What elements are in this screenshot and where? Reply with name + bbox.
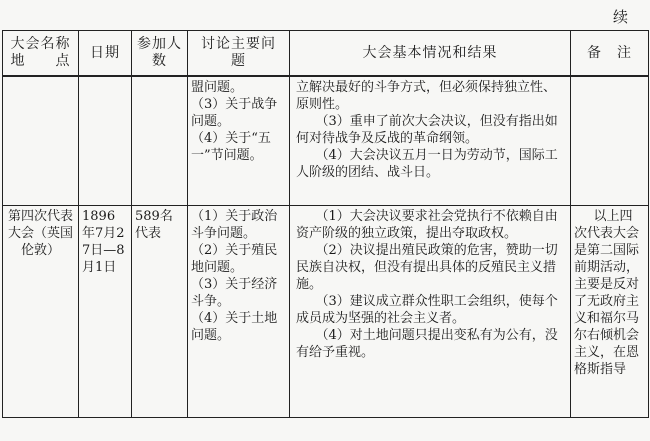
topic-item: 盟问题。 [191,80,244,95]
cell-notes [571,76,649,206]
congress-table [2,30,649,418]
topic-item: （3）关于经济斗争。 [191,277,278,309]
result-item: （4）大会决议五月一日为劳动节，国际工人阶级的团结、战斗日。 [296,148,558,180]
topic-item: （4）关于土地问题。 [191,311,278,343]
result-item: （3）建议成立群众性职工会组织，使每个成员成为坚强的社会主义者。 [296,294,558,326]
topic-item: （4）关于“五一”节问题。 [191,131,271,163]
cell-topics [188,76,290,206]
table-row [3,76,649,206]
cell-participants: 589名代表 [132,206,188,418]
cell-notes: 以上四次代表大会是第二国际前期活动，主要是反对了无政府主义和福尔马尔右倾机会主义，在恩格斯指导 [571,206,649,418]
result-item: （3）重申了前次大会决议，但没有指出如何对待战争及反战的革命纲领。 [296,114,558,146]
header-notes: 备 注 [571,31,649,77]
cell-date: 1896年7月27日—8月1日 [79,206,132,418]
result-item: 立解决最好的斗争方式，但必须保持独立性、原则性。 [296,80,557,112]
header-location: 大会名称地 点 [3,31,79,77]
result-item: （4）对土地问题只提出变私有为公有，没有给予重视。 [296,328,558,360]
topic-item: （3）关于战争问题。 [191,97,278,129]
continuation-label: 续 [612,8,630,26]
table-row [3,206,649,418]
header-participants: 参加人数 [132,31,188,77]
topic-item: （2）关于殖民地问题。 [191,243,278,275]
topic-item: （1）关于政治斗争问题。 [191,209,278,241]
header-date: 日期 [79,31,132,77]
cell-results [290,206,571,418]
header-results: 大会基本情况和结果 [290,31,571,77]
result-item: （1）大会决议要求社会党执行不依赖自由资产阶级的独立政策，提出夺取政权。 [296,209,558,241]
cell-topics [188,206,290,418]
header-topics: 讨论主要问 题 [188,31,290,77]
result-item: （2）决议提出殖民政策的危害，赞助一切民族自决权，但没有提出具体的反殖民主义措施。 [296,243,558,292]
cell-date [79,76,132,206]
cell-location: 第四次代表大会（英国伦敦） [3,206,79,418]
cell-participants [132,76,188,206]
cell-location [3,76,79,206]
header-row [3,31,649,77]
cell-results [290,76,571,206]
